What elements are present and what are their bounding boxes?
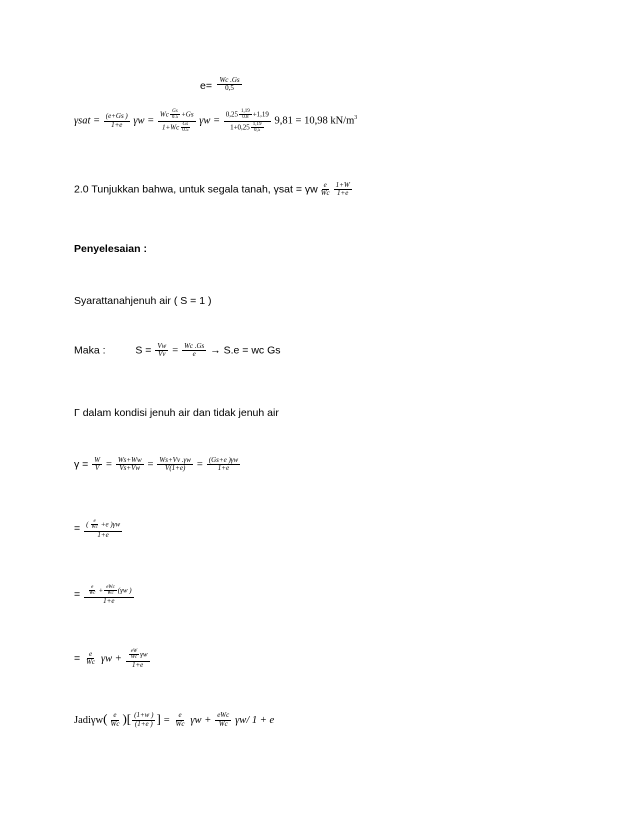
s-rhs: → S.e = wc Gs [210,344,281,357]
step-3-fraction-1: $\frac{e}{Wc}$ [86,650,96,667]
step-1-lhs: = [74,522,81,535]
s-fraction-2: $\frac{Wc .Gs}{e}$ [184,342,205,359]
step-2-lhs: = [74,588,81,601]
ysat-f2-denominator: 1+Wc $\frac{Gs}{0.5}$ [162,121,189,133]
conclusion-fraction-4: $\frac{\text{eWc}}{Wc}$ [217,711,230,728]
conclusion-fraction-2: $\frac{(1+w )}{(1+e )}$ [134,711,154,728]
s-equals: = [172,345,179,357]
ysat-f1-numerator: (e+Gs ) [105,112,128,121]
ysat-f2-numerator: Wc $\frac{Gs}{0.5}$ +Gs [159,109,194,121]
ysat-f1-denominator: 1+e [111,120,123,129]
step-1-denominator: 1+e [97,530,109,539]
bracket-open: [ [126,711,132,726]
gamma-w-1: γw = [133,115,155,127]
step-1 [74,519,123,539]
step-2-numerator: $\frac{e}{Wc}$ + $\frac{\text{eWc}}{Wc}$ (γw ) [84,585,134,598]
g-lhs: γ = [74,458,89,471]
equation-e [200,76,243,94]
ysat-fraction-2 [158,109,196,133]
g-equals-1: = [106,459,112,471]
step-3-gw: γw + [100,653,122,665]
conclusion-gw: γw + [190,715,212,726]
e-fraction [217,77,241,93]
q2-fraction-1: $\frac{e}{Wc}$ [320,181,330,198]
step-3-numerator: $\frac{eW}{Wc}$ γw [126,649,150,662]
e-lhs: e= [200,80,212,92]
step-3-fraction-2 [126,649,150,669]
heading-penyelesaian: Penyelesaian : [74,243,147,255]
ysat-fraction-3 [224,109,271,133]
gamma-w-2: γw = [199,115,221,127]
step-2-inner-frac-1: $\frac{e}{Wc}$ [89,585,96,597]
step-1-inner-frac: $\frac{e}{Wc}$ [91,519,98,531]
e-numerator: Wc .Gs [219,75,240,84]
maka-label: Maka : [74,344,106,357]
step-2-denominator: 1+e [103,596,115,605]
e-denominator: 0,5 [225,84,234,93]
step-2-fraction [84,585,134,605]
bracket-close: ] [156,711,161,726]
step-2 [74,585,135,605]
step-3-lhs: = [74,652,81,665]
step-1-numerator: ( $\frac{e}{Wc}$ +e )γw [86,519,121,531]
step-3-inner-frac: $\frac{eW}{Wc}$ [130,649,138,661]
paren-open: ( [103,711,108,726]
step-1-fraction [84,519,122,539]
ysat-result: 9,81 = 10,98 kN/m [274,115,355,127]
ysat-f3-denominator: 1+0,25 $\frac{1,19}{0,5}$ [230,121,262,133]
equation-gamma-sat [74,109,357,133]
condition-text: Syarattanahjenuh air ( S = 1 ) [74,295,212,307]
conclusion-fraction-3: $\frac{e}{Wc}$ [175,711,185,728]
equation-gamma [74,457,241,473]
ysat-f2-inner-num-frac: $\frac{Gs}{0.5}$ [171,109,179,121]
conclusion-fraction-1: $\frac{e}{Wc}$ [110,711,120,728]
question-2-text: 2.0 Tunjukkan bahwa, untuk segala tanah, γsat = γw [74,183,318,196]
g-fraction-2: $\frac{Ws+Ww}{Vs+Vw}$ [117,456,142,473]
g-fraction-1: $\frac{W}{V}$ [94,456,101,473]
question-2 [74,182,353,198]
s-fraction-1: $\frac{Vw}{Vv}$ [157,342,167,359]
g-equals-2: = [147,459,154,471]
q2-fraction-2: $\frac{1+W}{1+e}$ [335,181,350,198]
ysat-fraction-1 [104,113,130,129]
conclusion [74,711,274,728]
g-fraction-4: $\frac{(Gs+e )\gamma w}{1+e}$ [208,456,239,473]
step-3-denominator: 1+e [131,660,144,669]
g-fraction-3: $\frac{Ws+Vv .\gamma w}{V(1+e)}$ [159,456,191,473]
s-lhs: S = [135,344,152,357]
conclusion-label: Jadiγw [74,715,104,726]
conclusion-tail: γw/ 1 + e [235,715,275,726]
conclusion-equals: = [163,715,170,726]
ysat-f3-inner-num-frac: $\frac{1,19}{0.8}$ [240,109,250,121]
ysat-f2-inner-den-frac: $\frac{Gs}{0.5}$ [182,121,189,133]
ysat-exponent: 3 [354,114,358,121]
gamma-note: Γ dalam kondisi jenuh air dan tidak jenuh air [74,407,279,419]
g-equals-3: = [196,459,203,471]
equation-s [74,343,281,359]
ysat-lhs: γsat = [74,115,101,127]
paren-close: ) [122,711,127,726]
step-2-inner-frac-2: $\frac{\text{eWc}}{Wc}$ [106,585,115,597]
step-3 [74,649,151,669]
ysat-f3-inner-den-frac: $\frac{1,19}{0,5}$ [252,121,262,133]
ysat-f3-numerator: 0,25 $\frac{1,19}{0.8}$ +1,19 [225,109,269,121]
